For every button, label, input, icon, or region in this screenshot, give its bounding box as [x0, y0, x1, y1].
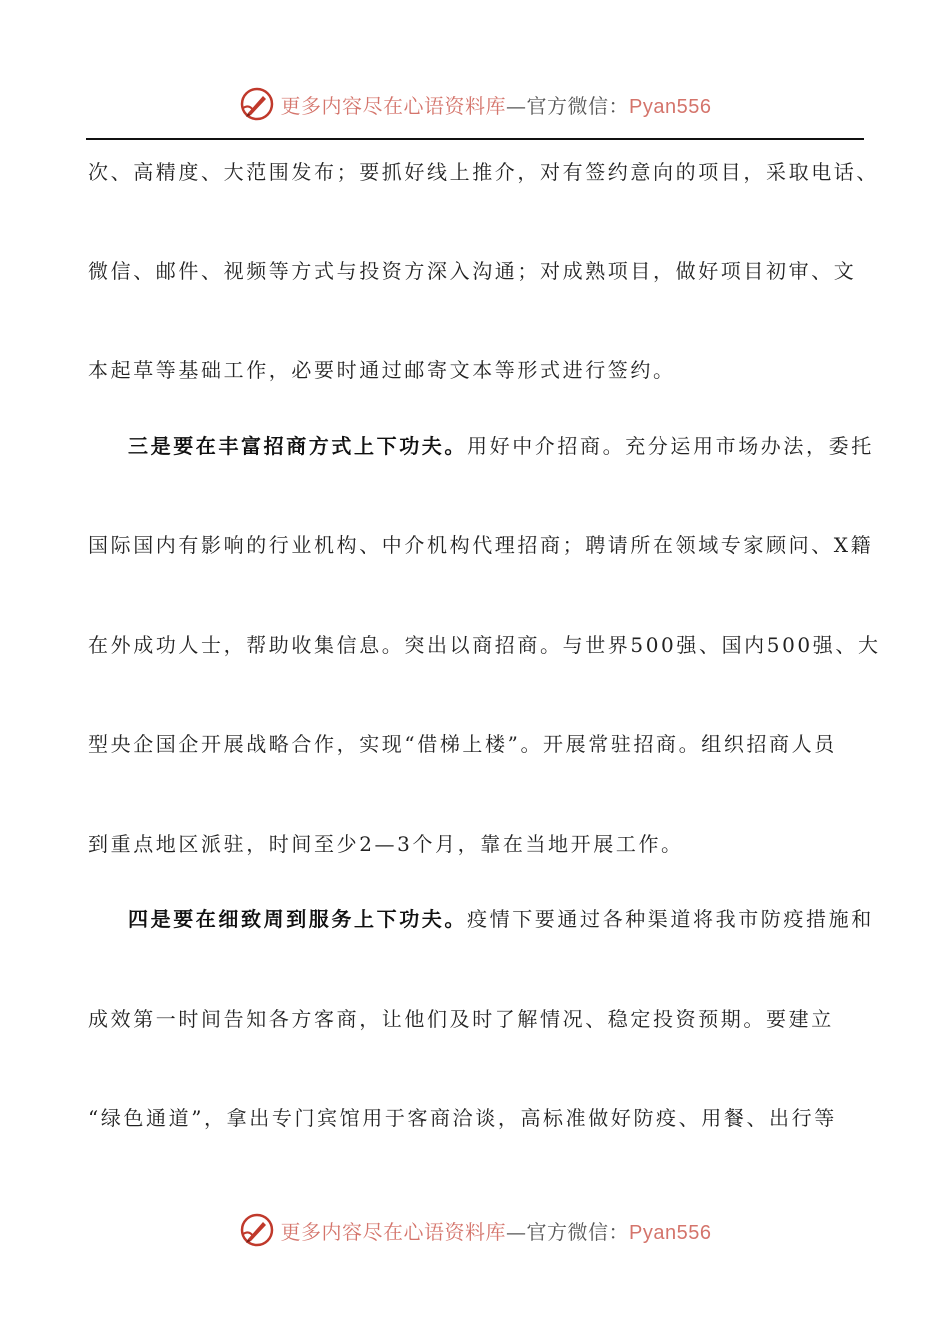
footer-wechat-label: 官方微信：	[526, 1219, 630, 1244]
footer-wechat-id: Pyan556	[629, 1221, 712, 1244]
header-wechat-label: 官方微信：	[526, 93, 630, 118]
body-line-11: “绿色通道”，拿出专门宾馆用于客商洽谈，高标准做好防疫、用餐、出行等	[88, 1106, 837, 1130]
footer-banner	[0, 1208, 950, 1252]
paragraph-3-heading: 三是要在丰富招商方式上下功夫。	[128, 434, 467, 458]
header-banner-text	[281, 90, 712, 119]
footer-dash: —	[506, 1219, 527, 1244]
body-line-3: 本起草等基础工作，必要时通过邮寄文本等形式进行签约。	[88, 358, 676, 382]
header-banner	[0, 82, 950, 126]
header-site-name: 更多内容尽在心语资料库	[280, 93, 507, 118]
paragraph-4-heading: 四是要在细致周到服务上下功夫。	[128, 907, 467, 931]
pen-in-circle-icon	[239, 1212, 275, 1248]
body-line-7: 型央企国企开展战略合作，实现“借梯上楼”。开展常驻招商。组织招商人员	[88, 732, 837, 756]
header-divider	[86, 138, 864, 140]
paragraph-3-text: 用好中介招商。充分运用市场办法，委托	[467, 434, 874, 458]
header-dash: —	[506, 93, 527, 118]
body-line-1: 次、高精度、大范围发布；要抓好线上推介，对有签约意向的项目，采取电话、	[88, 160, 879, 184]
body-line-6: 在外成功人士，帮助收集信息。突出以商招商。与世界500强、国内500强、大	[88, 633, 881, 657]
header-wechat-id: Pyan556	[629, 95, 712, 118]
body-line-5: 国际国内有影响的行业机构、中介机构代理招商；聘请所在领域专家顾问、X籍	[88, 533, 874, 557]
paragraph-3-first-line	[128, 431, 874, 461]
paragraph-4-first-line	[128, 904, 874, 934]
footer-site-name: 更多内容尽在心语资料库	[280, 1219, 507, 1244]
pen-in-circle-icon	[239, 86, 275, 122]
body-line-8: 到重点地区派驻，时间至少2—3个月，靠在当地开展工作。	[88, 832, 684, 856]
body-line-10: 成效第一时间告知各方客商，让他们及时了解情况、稳定投资预期。要建立	[88, 1007, 834, 1031]
body-line-2: 微信、邮件、视频等方式与投资方深入沟通；对成熟项目，做好项目初审、文	[88, 259, 857, 283]
paragraph-4-text: 疫情下要通过各种渠道将我市防疫措施和	[467, 907, 874, 931]
footer-banner-text	[281, 1216, 712, 1245]
